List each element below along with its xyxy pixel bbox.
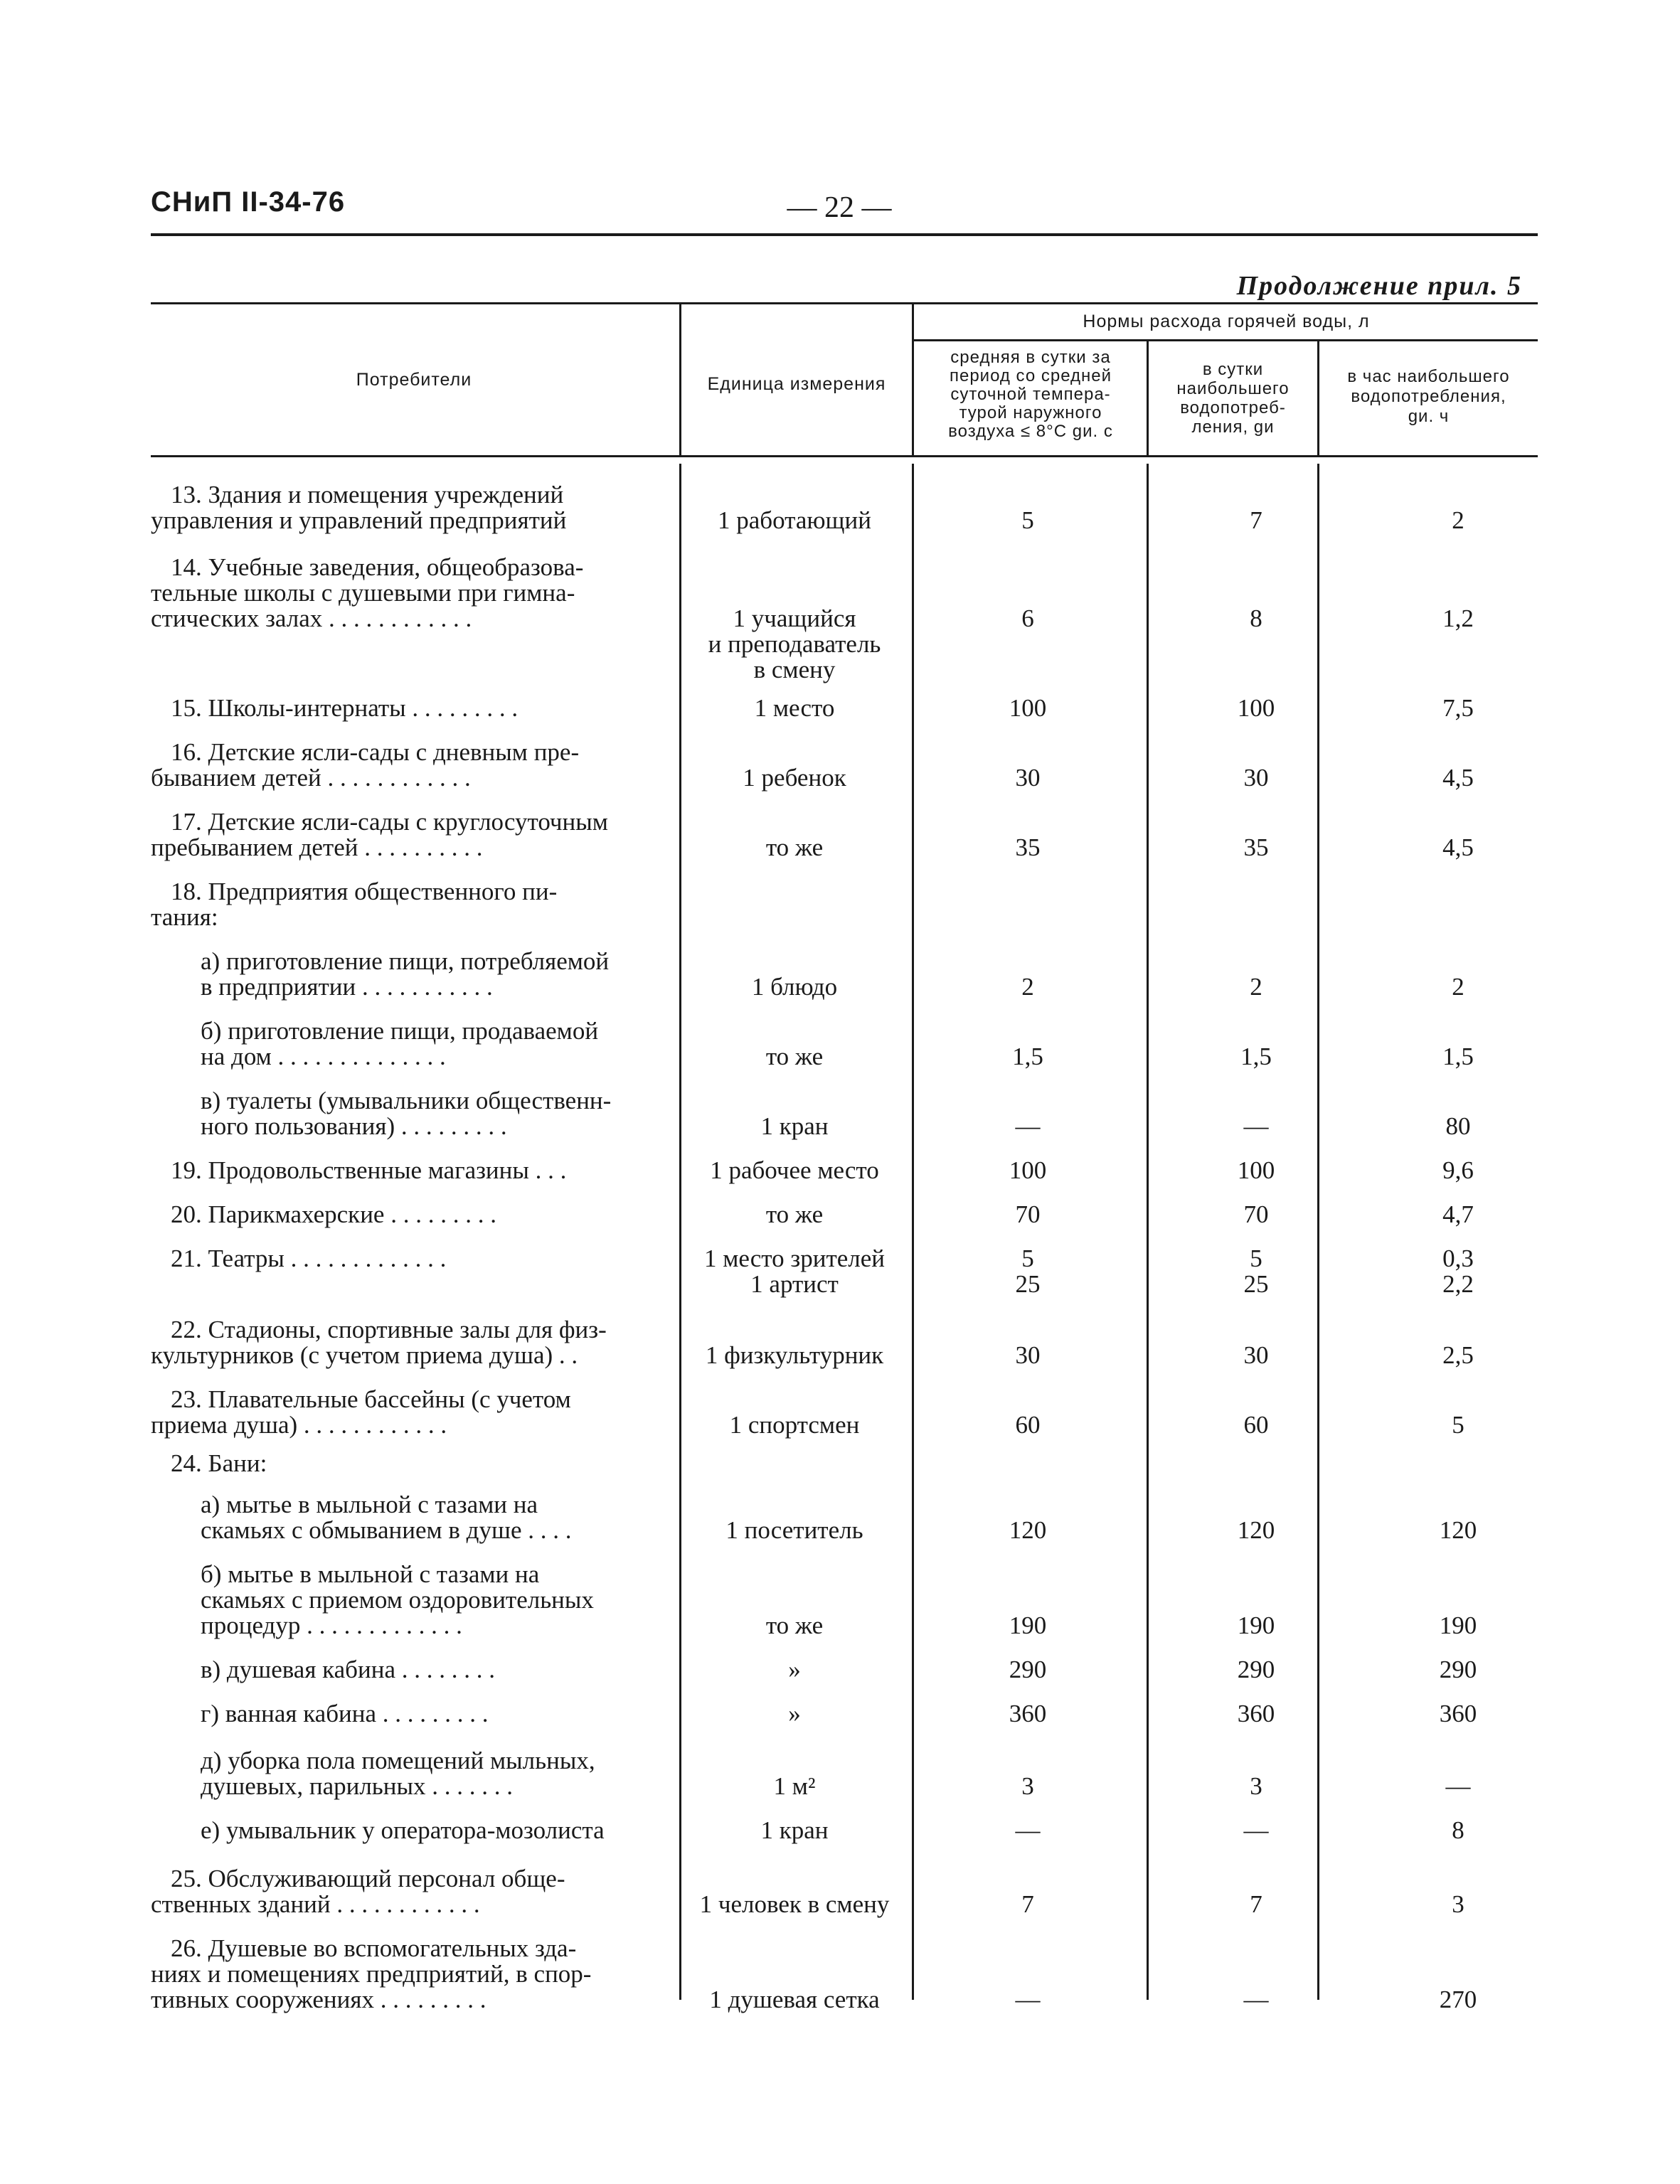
unit-line: 1 учащийся xyxy=(733,604,856,632)
unit-line: 1 м² xyxy=(773,1772,816,1800)
norm-max-hour: 7,5 xyxy=(1442,694,1474,722)
norm-avg-day: 120 xyxy=(1009,1516,1047,1544)
norm-max-hour: 2 xyxy=(1452,973,1464,1001)
unit-of-measure xyxy=(684,606,905,683)
norm-max-hour: 80 xyxy=(1445,1112,1471,1140)
norm-avg-day: 100 xyxy=(1009,1156,1047,1184)
norm-max-day: — xyxy=(1243,1112,1269,1140)
norm-avg-day: — xyxy=(1015,1112,1041,1140)
unit-line: 1 душевая сетка xyxy=(709,1986,880,2013)
norm-max-day: 3 xyxy=(1250,1772,1262,1800)
consumer-name-line: пребыванием детей . . . . . . . . . . xyxy=(151,833,483,861)
consumer-name xyxy=(151,696,677,721)
norm-avg-day: — xyxy=(1015,1816,1041,1844)
norm-max-hour: 2,5 xyxy=(1442,1341,1474,1369)
norm-max-hour: 190 xyxy=(1439,1612,1477,1639)
norm-max-day: 7 xyxy=(1250,1890,1262,1918)
consumer-name xyxy=(151,740,677,791)
consumer-name xyxy=(151,809,677,861)
consumer-name xyxy=(151,1492,677,1543)
norm-max-day: 30 xyxy=(1243,1341,1269,1369)
consumer-name-line: 17. Детские ясли-сады с круглосуточным xyxy=(171,808,608,836)
consumer-name xyxy=(151,555,677,632)
norm-max-day: 1,5 xyxy=(1240,1043,1272,1070)
consumer-name-line: 13. Здания и помещения учреждений xyxy=(171,481,564,508)
norm-avg-day: 2 xyxy=(1021,973,1034,1001)
unit-of-measure xyxy=(684,1613,905,1639)
col-header-consumers: Потребители xyxy=(356,370,472,390)
unit-line: 1 спортсмен xyxy=(729,1411,860,1439)
unit-of-measure xyxy=(684,974,905,1000)
unit-line: 1 работающий xyxy=(718,506,871,534)
norm-avg-day: 6 xyxy=(1021,604,1034,632)
unit-line: 1 блюдо xyxy=(751,973,838,1001)
consumer-name-line: д) уборка пола помещений мыльных, xyxy=(201,1747,595,1774)
consumer-name-line: в предприятии . . . . . . . . . . . xyxy=(201,973,493,1001)
norm-max-day: 30 xyxy=(1243,764,1269,792)
consumer-name-line: скамьях с обмыванием в душе . . . . xyxy=(201,1516,572,1544)
unit-line: 1 кран xyxy=(760,1816,829,1844)
consumer-name xyxy=(151,879,677,930)
norm-max-day: 190 xyxy=(1237,1612,1275,1639)
unit-line: 1 рабочее место xyxy=(710,1156,879,1184)
consumer-name-line: тания: xyxy=(151,903,218,931)
unit-of-measure xyxy=(684,1412,905,1438)
consumer-name-line: е) умывальник у оператора-мозолиста xyxy=(201,1816,605,1844)
unit-line: то же xyxy=(765,1200,824,1228)
consumer-name-line: скамьях с приемом оздоровительных xyxy=(201,1586,594,1614)
norm-max-hour: 4,5 xyxy=(1442,764,1474,792)
norm-max-hour: 120 xyxy=(1439,1516,1477,1544)
norm-max-day: — xyxy=(1243,1816,1269,1844)
norm-max-hour: 1,5 xyxy=(1442,1043,1474,1070)
norm-avg-day: 30 xyxy=(1015,764,1041,792)
consumer-name-line: процедур . . . . . . . . . . . . . xyxy=(201,1612,462,1639)
consumer-name-line: на дом . . . . . . . . . . . . . . xyxy=(201,1043,446,1070)
col-sep-1-body xyxy=(679,464,681,2000)
consumer-name-line: тельные школы с душевыми при гимна- xyxy=(151,579,575,607)
consumer-name xyxy=(151,1088,677,1139)
consumer-name-line: 23. Плавательные бассейны (с учетом xyxy=(171,1385,571,1413)
unit-line: 1 человек в смену xyxy=(699,1890,890,1918)
unit-of-measure xyxy=(684,1987,905,2013)
unit-line: то же xyxy=(765,1043,824,1070)
norm-avg-day: 60 xyxy=(1015,1411,1041,1439)
consumer-name xyxy=(151,1317,677,1368)
consumer-name-line: б) приготовление пищи, продаваемой xyxy=(201,1017,599,1045)
norm-max-hour: 9,6 xyxy=(1442,1156,1474,1184)
consumer-name-line: б) мытье в мыльной с тазами на xyxy=(201,1560,540,1588)
consumer-name-line: 22. Стадионы, спортивные залы для физ- xyxy=(171,1316,607,1343)
consumer-name-line: стических залах . . . . . . . . . . . . xyxy=(151,604,472,632)
norm-avg-day: 70 xyxy=(1015,1200,1041,1228)
consumer-name xyxy=(151,1818,677,1843)
col-sep-4-body xyxy=(1317,464,1319,2000)
norm-max-hour: 0,3 2,2 xyxy=(1442,1245,1474,1298)
consumer-name xyxy=(151,1451,677,1476)
consumer-name-line: а) мытье в мыльной с тазами на xyxy=(201,1491,538,1518)
continuation-label: Продолжение прил. 5 xyxy=(1236,271,1522,301)
consumer-name xyxy=(151,1202,677,1227)
unit-of-measure xyxy=(684,1818,905,1843)
norm-avg-day: 1,5 xyxy=(1012,1043,1043,1070)
norm-max-hour: 3 xyxy=(1452,1890,1464,1918)
consumer-name-line: быванием детей . . . . . . . . . . . . xyxy=(151,764,471,792)
unit-line: 1 посетитель xyxy=(725,1516,863,1544)
norm-max-hour: 290 xyxy=(1439,1656,1477,1683)
norm-max-day: 60 xyxy=(1243,1411,1269,1439)
unit-of-measure xyxy=(684,835,905,861)
consumer-name-line: 19. Продовольственные магазины . . . xyxy=(171,1156,567,1184)
unit-line: то же xyxy=(765,833,824,861)
col-header-max-hour: в час наибольшего водопотребления, gи. ч xyxy=(1347,367,1510,426)
consumer-name-line: в) туалеты (умывальники общественн- xyxy=(201,1087,612,1114)
unit-of-measure xyxy=(684,765,905,791)
norm-max-day: 7 xyxy=(1250,506,1262,534)
unit-of-measure xyxy=(684,1343,905,1368)
norm-avg-day: — xyxy=(1015,1986,1041,2013)
consumer-name-line: 24. Бани: xyxy=(171,1449,267,1477)
table-header-bottom-rule xyxy=(151,455,1538,457)
norm-avg-day: 30 xyxy=(1015,1341,1041,1369)
consumer-name xyxy=(151,1018,677,1070)
consumer-name-line: 21. Театры . . . . . . . . . . . . . xyxy=(171,1245,447,1272)
unit-of-measure xyxy=(684,1158,905,1183)
unit-of-measure xyxy=(684,508,905,533)
consumer-name-line: 14. Учебные заведения, общеобразова- xyxy=(171,553,584,581)
unit-of-measure xyxy=(684,1202,905,1227)
consumer-name-line: 15. Школы-интернаты . . . . . . . . . xyxy=(171,694,519,722)
norm-avg-day: 5 25 xyxy=(1015,1245,1041,1298)
unit-of-measure xyxy=(684,1892,905,1917)
norm-max-hour: 1,2 xyxy=(1442,604,1474,632)
norm-max-day: 290 xyxy=(1237,1656,1275,1683)
norm-max-day: 2 xyxy=(1250,973,1262,1001)
norm-avg-day: 360 xyxy=(1009,1700,1047,1727)
col-sep-2-head xyxy=(912,302,914,455)
consumer-name-line: ного пользования) . . . . . . . . . xyxy=(201,1112,507,1140)
consumer-name-line: 18. Предприятия общественного пи- xyxy=(171,878,558,905)
consumer-name xyxy=(151,1748,677,1799)
norm-max-day: 5 25 xyxy=(1243,1245,1269,1298)
unit-of-measure xyxy=(684,1114,905,1139)
norm-max-hour: 270 xyxy=(1439,1986,1477,2013)
norm-max-day: 70 xyxy=(1243,1200,1269,1228)
consumer-name xyxy=(151,1246,677,1272)
norms-group-rule xyxy=(913,339,1538,341)
consumer-name-line: 25. Обслуживающий персонал обще- xyxy=(171,1865,565,1892)
norm-avg-day: 7 xyxy=(1021,1890,1034,1918)
page-number: — 22 — xyxy=(787,191,892,224)
norm-max-day: 8 xyxy=(1250,604,1262,632)
table-top-rule xyxy=(151,302,1538,304)
unit-of-measure xyxy=(684,1701,905,1727)
norm-max-hour: 4,7 xyxy=(1442,1200,1474,1228)
norm-max-hour: 360 xyxy=(1439,1700,1477,1727)
norm-avg-day: 5 xyxy=(1021,506,1034,534)
col-header-max-day: в сутки наибольшего водопотреб- ления, gи xyxy=(1176,360,1290,437)
norm-avg-day: 100 xyxy=(1009,694,1047,722)
norm-max-day: 360 xyxy=(1237,1700,1275,1727)
consumer-name-line: приема душа) . . . . . . . . . . . . xyxy=(151,1411,447,1439)
unit-line: 1 физкультурник xyxy=(705,1341,884,1369)
consumer-name-line: ниях и помещениях предприятий, в спор- xyxy=(151,1960,592,1988)
norm-max-day: 100 xyxy=(1237,1156,1275,1184)
consumer-name-line: душевых, парильных . . . . . . . xyxy=(201,1772,514,1800)
unit-line: то же xyxy=(765,1612,824,1639)
consumer-name-line: 20. Парикмахерские . . . . . . . . . xyxy=(171,1200,496,1228)
header-rule xyxy=(151,233,1538,236)
norm-max-hour: 8 xyxy=(1452,1816,1464,1844)
col-header-avg-day: средняя в сутки за период со средней суточной темпера- турой наружного воздуха ≤ 8°С gи. с xyxy=(948,348,1113,441)
unit-line: 1 место xyxy=(754,694,835,722)
unit-of-measure xyxy=(684,1246,905,1297)
unit-of-measure xyxy=(684,1044,905,1070)
consumer-name-line: тивных сооружениях . . . . . . . . . xyxy=(151,1986,487,2013)
col-sep-2-body xyxy=(912,464,914,2000)
consumer-name xyxy=(151,1936,677,2013)
norm-max-day: 120 xyxy=(1237,1516,1275,1544)
norm-max-day: 35 xyxy=(1243,833,1269,861)
unit-line: 1 артист xyxy=(750,1270,839,1298)
unit-line: 1 место зрителей xyxy=(703,1245,886,1272)
norm-max-hour: 5 xyxy=(1452,1411,1464,1439)
consumer-name xyxy=(151,949,677,1000)
norm-max-hour: 4,5 xyxy=(1442,833,1474,861)
consumer-name xyxy=(151,1657,677,1683)
unit-line: » xyxy=(788,1656,801,1683)
unit-of-measure xyxy=(684,1774,905,1799)
consumer-name xyxy=(151,1158,677,1183)
norm-avg-day: 290 xyxy=(1009,1656,1047,1683)
norm-max-hour: 2 xyxy=(1452,506,1464,534)
unit-of-measure xyxy=(684,696,905,721)
consumer-name xyxy=(151,1562,677,1639)
consumer-name-line: 16. Детские ясли-сады с дневным пре- xyxy=(171,738,580,766)
col-header-unit: Единица измерения xyxy=(707,374,886,394)
consumer-name xyxy=(151,482,677,533)
consumer-name xyxy=(151,1387,677,1438)
unit-of-measure xyxy=(684,1518,905,1543)
norm-max-day: 100 xyxy=(1237,694,1275,722)
unit-line: 1 ребенок xyxy=(743,764,846,792)
unit-line: 1 кран xyxy=(760,1112,829,1140)
unit-line: в смену xyxy=(753,656,836,683)
consumer-name xyxy=(151,1701,677,1727)
unit-line: » xyxy=(788,1700,801,1727)
consumer-name-line: г) ванная кабина . . . . . . . . . xyxy=(201,1700,489,1727)
document-code: СНиП II-34-76 xyxy=(151,186,346,218)
consumer-name xyxy=(151,1866,677,1917)
norm-max-hour: — xyxy=(1445,1772,1471,1800)
norm-avg-day: 35 xyxy=(1015,833,1041,861)
unit-of-measure xyxy=(684,1657,905,1683)
norm-avg-day: 3 xyxy=(1021,1772,1034,1800)
col-sep-3-body xyxy=(1147,464,1149,2000)
consumer-name-line: управления и управлений предприятий xyxy=(151,506,567,534)
norm-max-day: — xyxy=(1243,1986,1269,2013)
consumer-name-line: культурников (с учетом приема душа) . . xyxy=(151,1341,578,1369)
norm-avg-day: 190 xyxy=(1009,1612,1047,1639)
consumer-name-line: а) приготовление пищи, потребляемой xyxy=(201,947,610,975)
unit-line: и преподаватель xyxy=(708,630,881,658)
consumer-name-line: 26. Душевые во вспомогательных зда- xyxy=(171,1934,577,1962)
consumer-name-line: в) душевая кабина . . . . . . . . xyxy=(201,1656,495,1683)
consumer-name-line: ственных зданий . . . . . . . . . . . . xyxy=(151,1890,480,1918)
col-header-norms-group: Нормы расхода горячей воды, л xyxy=(1083,311,1370,331)
